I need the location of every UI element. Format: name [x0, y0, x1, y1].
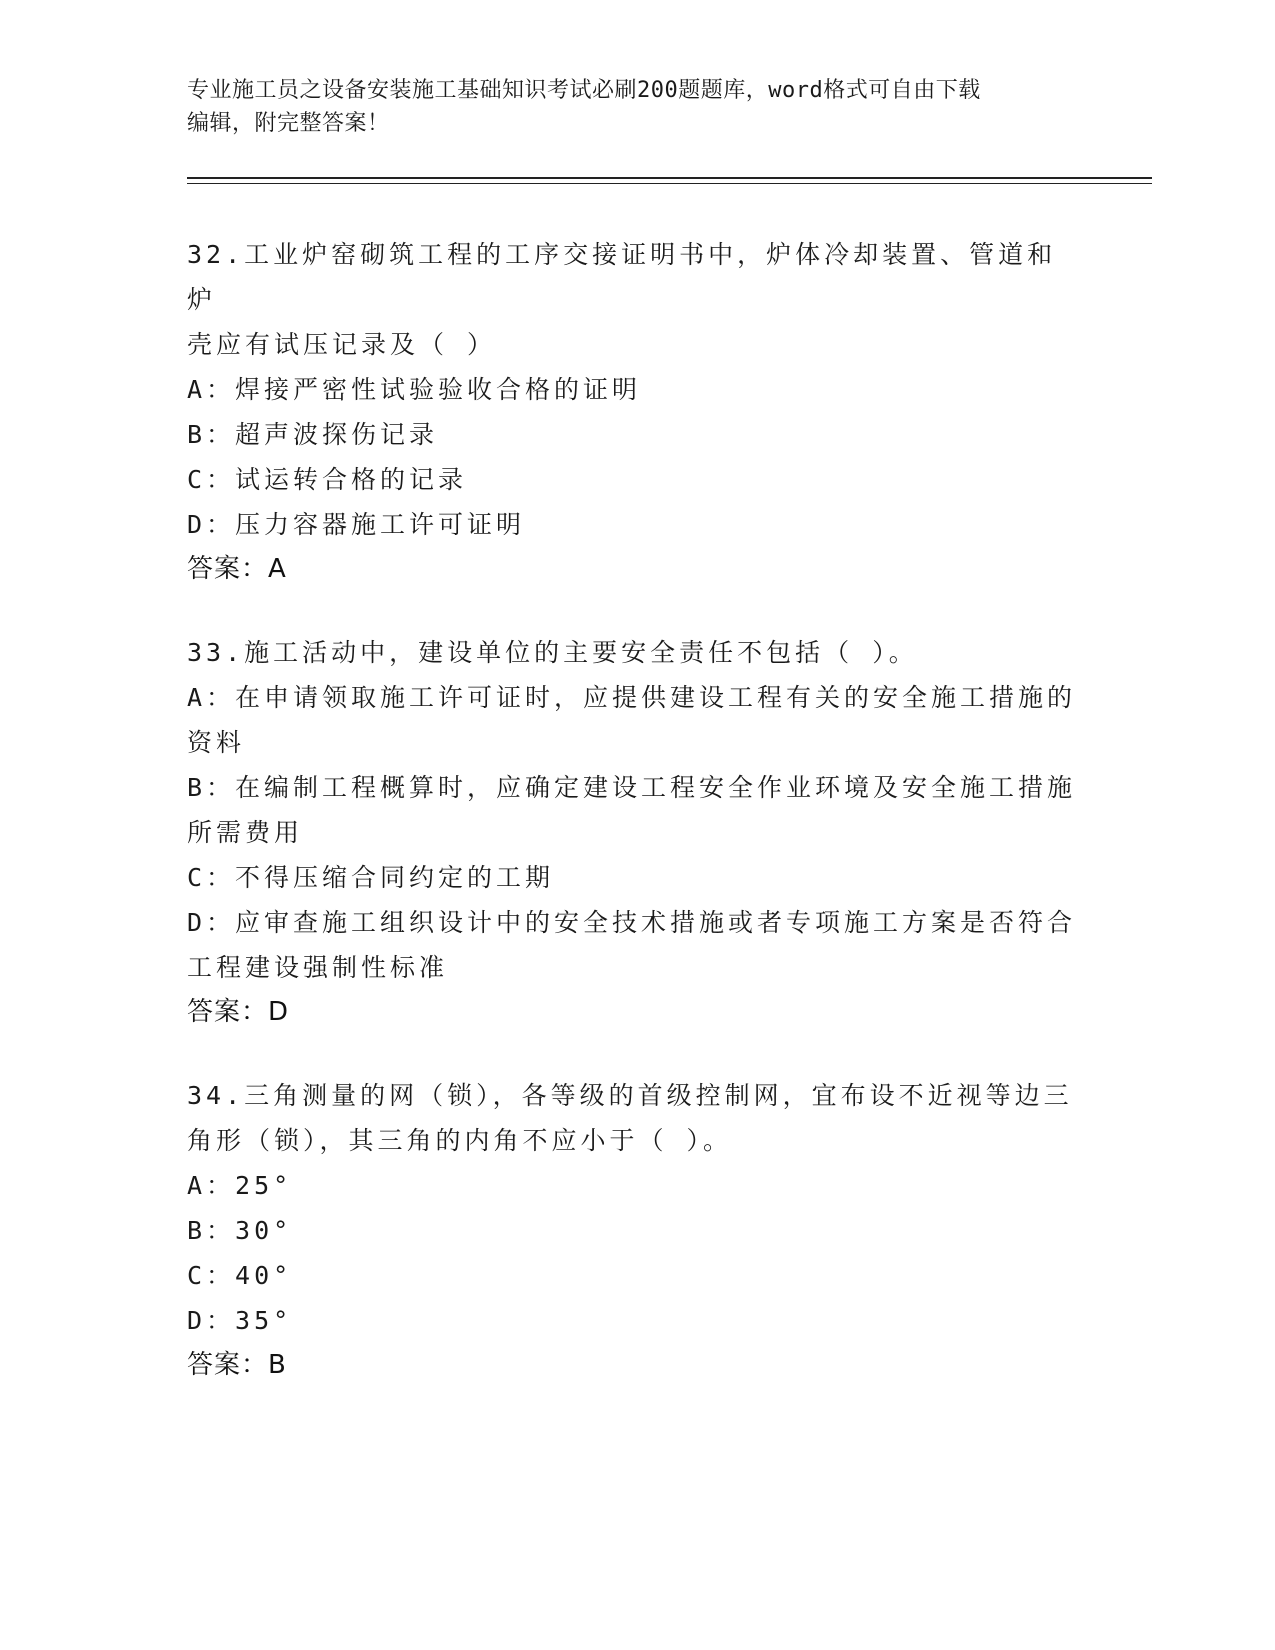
- option-c: C：试运转合格的记录: [187, 465, 468, 494]
- question-34: [187, 1073, 1082, 1388]
- answer-label: 答案：D: [187, 997, 290, 1027]
- option-d-continuation: 工程建设强制性标准: [187, 953, 449, 982]
- header-line-1: 专业施工员之设备安装施工基础知识考试必刷200题题库，word格式可自由下载: [187, 78, 981, 103]
- option-d: D：35°: [187, 1306, 293, 1335]
- option-a: A：焊接严密性试验验收合格的证明: [187, 375, 642, 404]
- question-stem-line: 壳应有试压记录及（ ）: [187, 330, 497, 359]
- question-list: [187, 232, 1082, 1426]
- question-stem-line: 角形（锁），其三角的内角不应小于（ ）。: [187, 1126, 733, 1155]
- question-stem-line: 32.工业炉窑砌筑工程的工序交接证明书中，炉体冷却装置、管道和炉: [187, 240, 1057, 314]
- answer-label: 答案：B: [187, 1350, 287, 1380]
- header-divider-thick: [187, 177, 1152, 179]
- option-a-continuation: 资料: [187, 728, 246, 757]
- option-b: B：30°: [187, 1216, 293, 1245]
- option-c: C：不得压缩合同约定的工期: [187, 863, 555, 892]
- option-d: D：压力容器施工许可证明: [187, 510, 526, 539]
- option-d: D：应审查施工组织设计中的安全技术措施或者专项施工方案是否符合: [187, 908, 1077, 937]
- option-b-continuation: 所需费用: [187, 818, 304, 847]
- question-33: [187, 630, 1082, 1035]
- question-32: [187, 232, 1082, 592]
- option-a: A：在申请领取施工许可证时，应提供建设工程有关的安全施工措施的: [187, 683, 1077, 712]
- option-b: B：在编制工程概算时，应确定建设工程安全作业环境及安全施工措施: [187, 773, 1077, 802]
- option-b: B：超声波探伤记录: [187, 420, 439, 449]
- option-a: A：25°: [187, 1171, 293, 1200]
- document-header: [187, 74, 1067, 140]
- question-stem-line: 33.施工活动中，建设单位的主要安全责任不包括（ ）。: [187, 638, 918, 667]
- answer-label: 答案：A: [187, 554, 287, 584]
- option-c: C：40°: [187, 1261, 293, 1290]
- header-divider-thin: [187, 183, 1152, 184]
- header-line-2: 编辑，附完整答案！: [187, 111, 390, 136]
- question-stem-line: 34.三角测量的网（锁），各等级的首级控制网，宜布设不近视等边三: [187, 1081, 1073, 1110]
